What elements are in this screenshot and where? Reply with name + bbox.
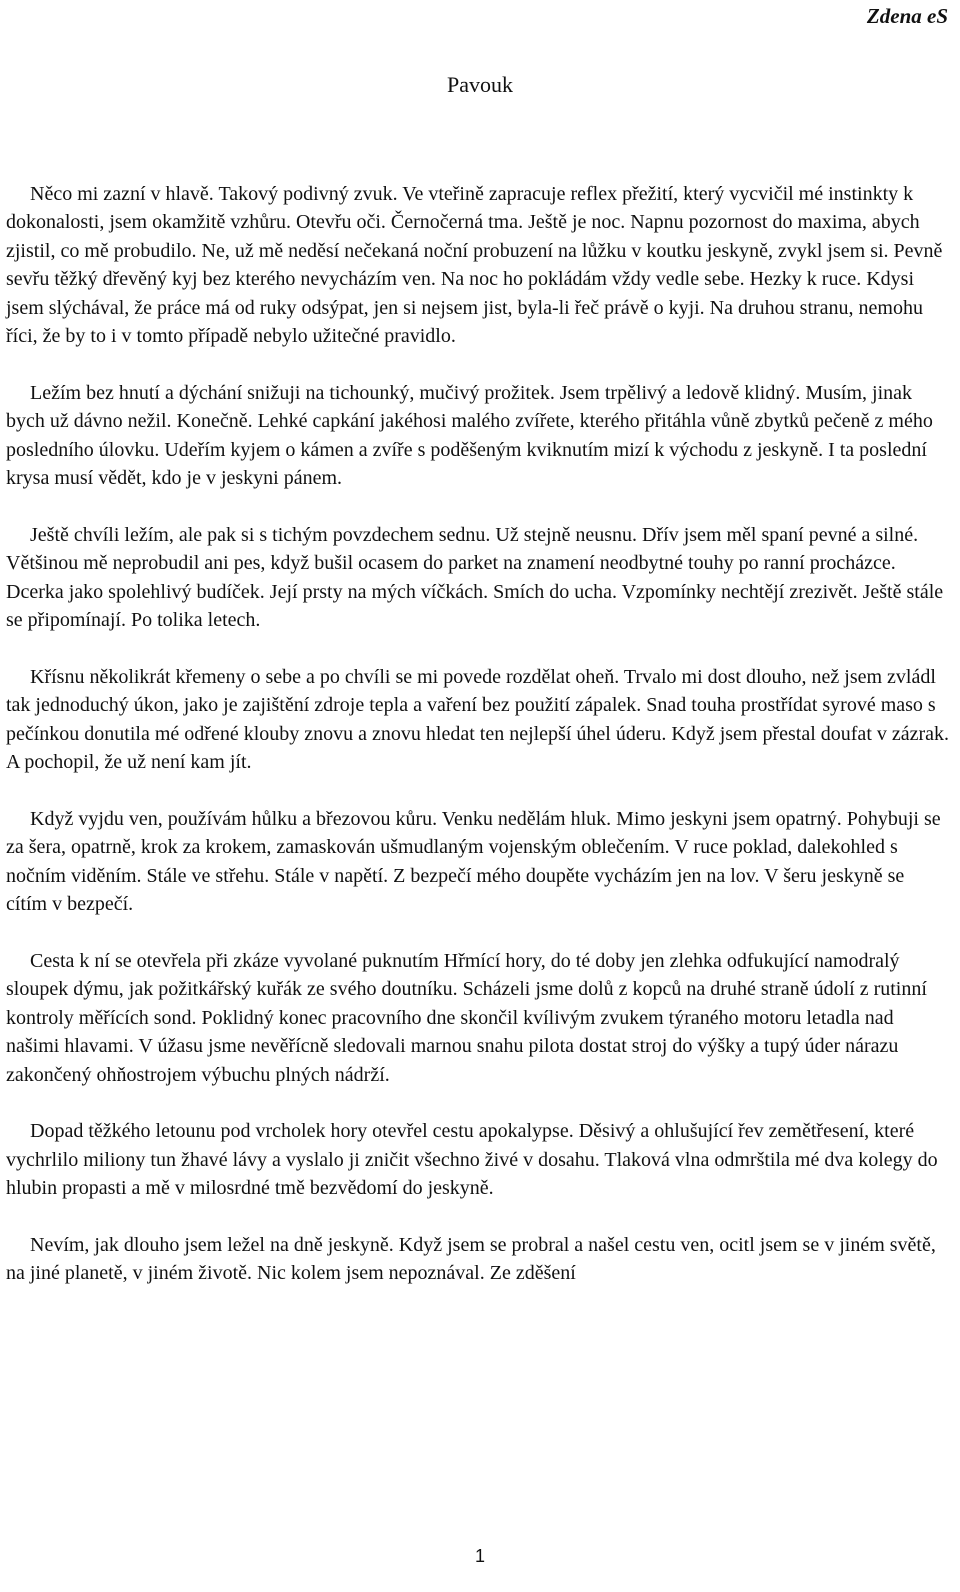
paragraph: Ještě chvíli ležím, ale pak si s tichým povzdechem sednu. Už stejně neusnu. Dřív jsem měl spaní pevné a silné. Většinou mě neprobudil ani pes, když bušil ocasem do parket na znamení neodbytné touhy po ranní procházce. Dcerka jako spolehlivý budíček. Její prsty na mých víčkách. Smích do ucha. Vzpomínky nechtějí zrezivět. Ještě stále se připomínají. Po tolika letech.: [6, 523, 944, 632]
paragraph: Když vyjdu ven, používám hůlku a březovou kůru. Venku nedělám hluk. Mimo jeskyni jsem opatrný. Pohybuji se za šera, opatrně, krok za krokem, zamaskován ušmudlaným vojenským oblečením. V ruce poklad, dalekohled s nočním viděním. Stále ve střehu. Stále v napětí. Z bezpečí mého doupěte vycházím jen na lov. V šeru jeskyně se cítím v bezpečí.: [6, 807, 941, 916]
page-number: 1: [474, 1546, 485, 1566]
document-body: [6, 180, 950, 1316]
paragraph: Dopad těžkého letounu pod vrcholek hory otevřel cestu apokalypse. Děsivý a ohlušující řev zemětřesení, které vychrlilo miliony tun žhavé lávy a vyslalo ji zničit všechno živé v dosahu. Tlaková vlna odmrštila mé dva kolegy do hlubin propasti a mě v milosrdné tmě bezvědomí do jeskyně.: [6, 1120, 938, 1200]
paragraph: Nevím, jak dlouho jsem ležel na dně jeskyně. Když jsem se probral a našel cestu ven, ocitl jsem se v jiném světě, na jiné planetě, v jiném životě. Nic kolem jsem nepoznával. Ze zděšení: [6, 1233, 936, 1285]
paragraph: Křísnu několikrát křemeny o sebe a po chvíli se mi povede rozdělat oheň. Trvalo mi dost dlouho, než jsem zvládl tak jednoduchý úkon, jako je zajištění zdroje tepla a vaření bez použití zápalek. Snad touha prostřídat syrové maso s pečínkou donutila mé odřené klouby znovu a znovu hledat ten nejlepší úhel úderu. Když jsem přestal doufat v zázrak. A pochopil, že už není kam jít.: [6, 665, 950, 774]
paragraph: Něco mi zazní v hlavě. Takový podivný zvuk. Ve vteřině zapracuje reflex přežití, který vycvičil mé instinkty k dokonalosti, jsem okamžitě vzhůru. Otevřu oči. Černočerná tma. Ještě je noc. Napnu pozornost do maxima, abych zjistil, co mě probudilo. Ne, už mě neděsí nečekaná noční probuzení na lůžku v koutku jeskyně, zvykl jsem si. Pevně sevřu těžký dřevěný kyj bez kterého nevycházím ven. Na noc ho pokládám vždy vedle sebe. Hezky k ruce. Kdysi jsem slýchával, že práce má od ruky odsýpat, jen si nejsem jist, byla-li řeč právě o kyji. Na druhou stranu, nemohu říci, že by to i v tomto případě nebylo užitečné pravidlo.: [6, 183, 943, 348]
document-title: Pavouk: [447, 72, 513, 97]
paragraph: Ležím bez hnutí a dýchání snižuji na tichounký, mučivý prožitek. Jsem trpělivý a ledově klidný. Musím, jinak bych už dávno nežil. Konečně. Lehké capkání jakéhosi malého zvířete, kterého přitáhla vůně zbytků pečeně z mého posledního úlovku. Udeřím kyjem o kámen a zvíře s poděšeným kviknutím mizí k východu z jeskyně. I ta poslední krysa musí vědět, kdo je v jeskyni pánem.: [6, 381, 933, 490]
author-signature: Zdena eS: [866, 4, 948, 28]
paragraph: Cesta k ní se otevřela při zkáze vyvolané puknutím Hřmící hory, do té doby jen zlehka odfukující namodralý sloupek dýmu, jak požitkářský kuřák ze svého doutníku. Scházeli jsme dolů z kopců na druhé straně údolí z rutinní kontroly měřících sond. Poklidný konec pracovního dne skončil kvílivým zvukem týraného motoru letadla nad našimi hlavami. V úžasu jsme nevěřícně sledovali marnou snahu pilota dostat stroj do výšky a tupý úder nárazu zakončený ohňostrojem výbuchu plných nádrží.: [6, 949, 927, 1086]
